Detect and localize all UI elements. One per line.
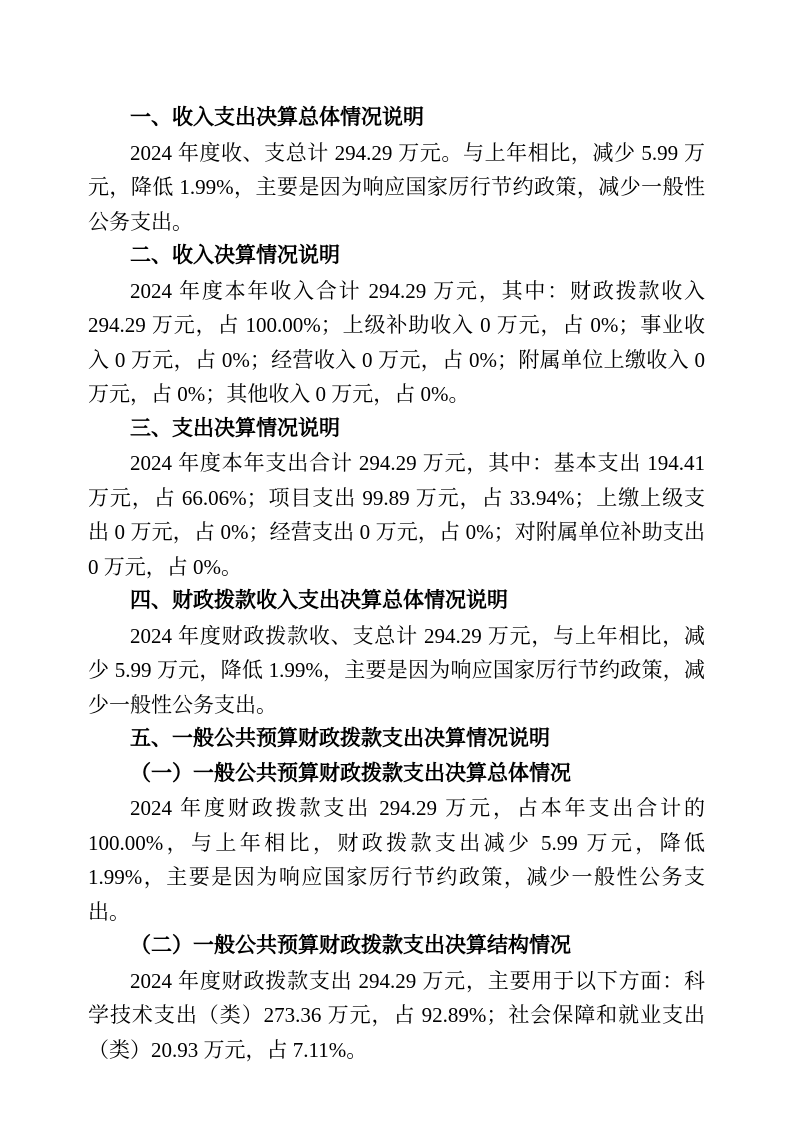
section-heading: 三、支出决算情况说明 bbox=[130, 416, 340, 440]
document-body bbox=[88, 101, 705, 1067]
sub-section-heading: （一）一般公共预算财政拨款支出决算总体情况 bbox=[130, 761, 571, 785]
body-paragraph: 2024 年度收、支总计 294.29 万元。与上年相比，减少 5.99 万元，降低 1.99%，主要是因为响应国家厉行节约政策，减少一般性公务支出。 bbox=[88, 140, 705, 234]
sub-section-heading: （二）一般公共预算财政拨款支出决算结构情况 bbox=[130, 934, 571, 957]
body-paragraph: 2024 年度本年支出合计 294.29 万元，其中：基本支出 194.41 万元，占 66.06%；项目支出 99.89 万元，占 33.94%；上缴上级支出 0 万元，占 0%；经营支出 0 万元，占 0%；对附属单位补助支出 0 万元，占 0%。 bbox=[88, 451, 705, 579]
section-heading: 二、收入决算情况说明 bbox=[130, 244, 340, 267]
section-heading: 四、财政拨款收入支出决算总体情况说明 bbox=[130, 589, 508, 612]
body-paragraph: 2024 年度本年收入合计 294.29 万元，其中：财政拨款收入 294.29 万元，占 100.00%；上级补助收入 0 万元，占 0%；事业收入 0 万元，占 0%；经营收入 0 万元，占 0%；附属单位上缴收入 0 万元，占 0%；其他收入 0 万元，占 0%。 bbox=[88, 278, 705, 406]
body-paragraph: 2024 年度财政拨款收、支总计 294.29 万元，与上年相比，减少 5.99 万元，降低 1.99%，主要是因为响应国家厉行节约政策，减少一般性公务支出。 bbox=[88, 623, 705, 717]
section-heading: 五、一般公共预算财政拨款支出决算情况说明 bbox=[130, 727, 550, 750]
body-paragraph: 2024 年度财政拨款支出 294.29 万元，占本年支出合计的 100.00%，与上年相比，财政拨款支出减少 5.99 万元，降低 1.99%，主要是因为响应国家厉行节约政策，减少一般性公务支出。 bbox=[88, 796, 705, 924]
body-paragraph: 2024 年度财政拨款支出 294.29 万元，主要用于以下方面：科学技术支出（类）273.36 万元，占 92.89%；社会保障和就业支出（类）20.93 万元，占 7.11%。 bbox=[88, 968, 705, 1062]
section-heading: 一、收入支出决算总体情况说明 bbox=[130, 106, 424, 129]
